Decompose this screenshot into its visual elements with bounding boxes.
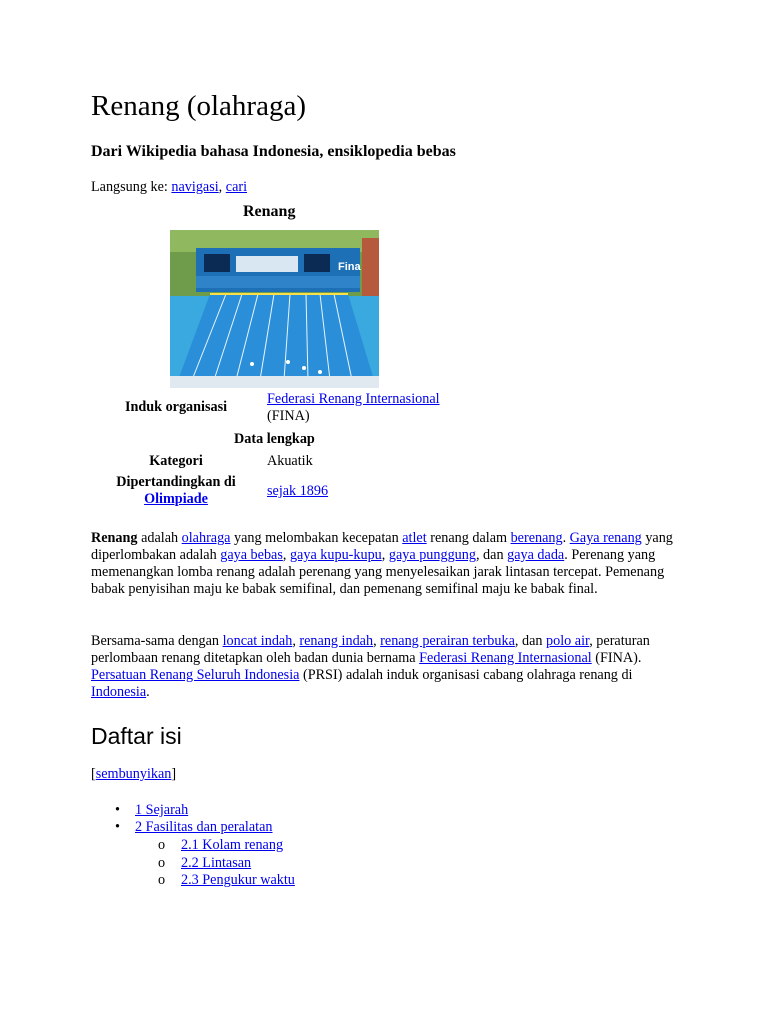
text: , [373, 633, 381, 649]
renang-indah-link[interactable]: renang indah [299, 633, 374, 649]
navigation-link[interactable]: navigasi [171, 179, 219, 195]
indonesia-link[interactable]: Indonesia [91, 684, 147, 700]
toc-item-kolam-renang[interactable]: 2.1 Kolam renang [181, 837, 284, 853]
lead-term: Renang [91, 530, 138, 546]
site-subtitle: Dari Wikipedia bahasa Indonesia, ensiklopedia bebas [91, 143, 456, 160]
loncat-indah-link[interactable]: loncat indah [222, 633, 293, 649]
gaya-punggung-link[interactable]: gaya punggung [388, 547, 476, 563]
text: , dan [475, 547, 508, 563]
renang-perairan-terbuka-link[interactable]: renang perairan terbuka [380, 633, 515, 649]
fina-abbrev: (FINA) [267, 408, 310, 424]
prsi-link[interactable]: Persatuan Renang Seluruh Indonesia [91, 667, 300, 683]
text: Bersama-sama dengan [91, 633, 223, 649]
text: renang dalam [426, 530, 511, 546]
atlet-link[interactable]: atlet [402, 530, 427, 546]
jump-links [91, 179, 247, 196]
bracket-open: [ [91, 766, 96, 782]
text: . [562, 530, 570, 546]
infobox-category-value: Akuatik [267, 453, 313, 469]
text: , dan [514, 633, 547, 649]
berenang-link[interactable]: berenang [510, 530, 563, 546]
text: (FINA). [591, 650, 642, 666]
since-1896-link[interactable]: sejak 1896 [267, 483, 329, 499]
federasi-renang-link[interactable]: Federasi Renang Internasional [419, 650, 592, 666]
jump-separator: , [218, 179, 226, 195]
fina-link[interactable]: Federasi Renang Internasional [267, 391, 440, 407]
swimming-pool-image [170, 230, 379, 388]
infobox-olympic-label [91, 474, 261, 508]
text: . [146, 684, 150, 700]
text: , [292, 633, 300, 649]
infobox-category-label: Kategori [149, 453, 203, 469]
toc-toggle [91, 766, 176, 783]
governance-paragraph [91, 633, 691, 701]
toc-item-sejarah[interactable]: 1 Sejarah [135, 802, 189, 818]
gaya-bebas-link[interactable]: gaya bebas [220, 547, 283, 563]
intro-paragraph [91, 530, 691, 598]
infobox-section-heading: Data lengkap [234, 431, 315, 447]
search-link[interactable]: cari [225, 179, 248, 195]
toc-item-pengukur-waktu[interactable]: 2.3 Pengukur waktu [181, 872, 295, 888]
polo-air-link[interactable]: polo air [546, 633, 590, 649]
bullet-icon: • [115, 802, 120, 818]
page-title: Renang (olahraga) [91, 90, 306, 122]
svg-text:Fina: Fina [338, 261, 361, 273]
sub-bullet-icon: o [158, 872, 166, 888]
bracket-close: ] [171, 766, 177, 782]
sub-bullet-icon: o [158, 837, 166, 853]
text: yang melombakan kecepatan [230, 530, 403, 546]
toc-heading: Daftar isi [91, 723, 182, 749]
olahraga-link[interactable]: olahraga [181, 530, 231, 546]
hide-toc-link[interactable]: sembunyikan [95, 766, 172, 782]
text: , [282, 547, 290, 563]
text: , peraturan perlombaan renang ditetapkan oleh badan dunia bernama [91, 633, 650, 666]
gaya-kupu-kupu-link[interactable]: gaya kupu-kupu [289, 547, 382, 563]
olympic-link[interactable]: Olimpiade [144, 491, 208, 507]
olympic-label-text: Dipertandingkan di [116, 474, 236, 490]
infobox-governing-label: Induk organisasi [124, 399, 228, 415]
infobox-governing-value [267, 391, 497, 425]
text: yang diperlombakan adalah [91, 530, 673, 563]
text: (PRSI) adalah induk organisasi cabang olahraga renang di [299, 667, 633, 683]
infobox-olympic-value [267, 483, 497, 500]
text: . Perenang yang memenangkan lomba renang adalah perenang yang menyelesaikan jarak lintasan tercepat. Pemenang babak penyisihan maju ke babak semifinal, dan pemenang semifinal maju ke babak final. [91, 547, 665, 597]
text: , [381, 547, 389, 563]
text: adalah [137, 530, 182, 546]
infobox-caption: Renang [243, 203, 296, 220]
infobox-image[interactable] [170, 230, 379, 388]
sub-bullet-icon: o [158, 855, 166, 871]
gaya-renang-link[interactable]: Gaya renang [569, 530, 642, 546]
toc-item-lintasan[interactable]: 2.2 Lintasan [181, 855, 252, 871]
gaya-dada-link[interactable]: gaya dada [507, 547, 565, 563]
toc-item-fasilitas[interactable]: 2 Fasilitas dan peralatan [135, 819, 273, 835]
bullet-icon: • [115, 819, 120, 835]
jump-prefix: Langsung ke: [91, 179, 172, 195]
